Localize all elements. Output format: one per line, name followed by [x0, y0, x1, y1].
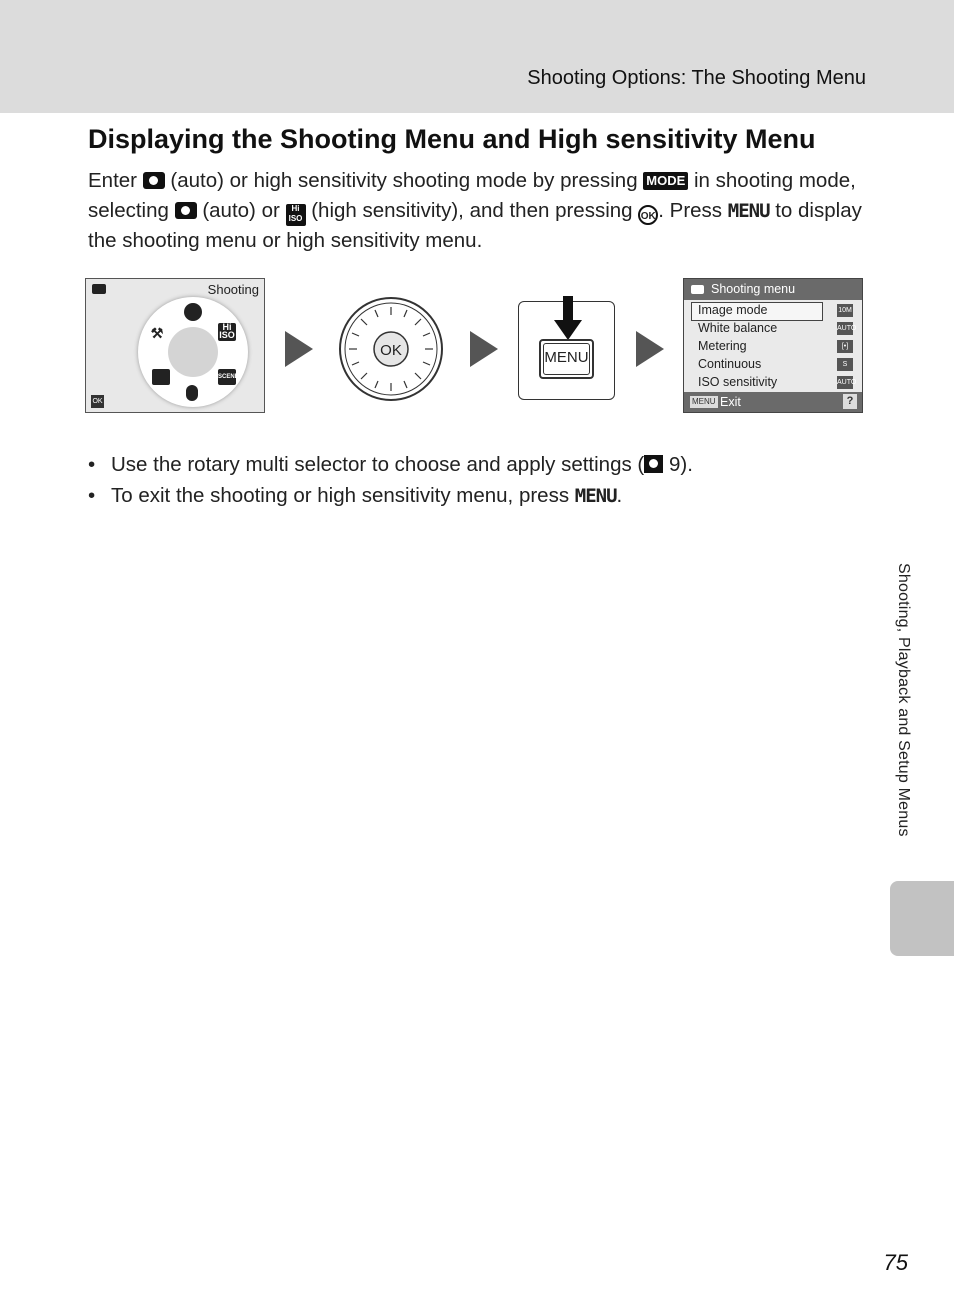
intro-text: (high sensitivity), and then pressing: [311, 199, 633, 222]
intro-text: Enter: [88, 169, 137, 192]
screen-label: Shooting: [207, 282, 259, 297]
metering-icon: [•]: [837, 340, 853, 353]
mode-button-icon: MODE: [643, 172, 688, 190]
ok-key-icon: OK: [91, 395, 104, 408]
ok-button-icon: OK: [638, 205, 658, 225]
page-reference: 9).: [668, 453, 693, 476]
press-down-arrow-icon: [554, 296, 582, 342]
mode-wheel: [138, 297, 248, 407]
menu-item-iso-sensitivity: ISO sensitivity: [698, 375, 778, 389]
reference-icon: [644, 455, 663, 473]
section-title: Shooting Options: The Shooting Menu: [527, 67, 866, 89]
camera-icon: [143, 172, 165, 189]
menu-item-continuous: Continuous: [698, 357, 762, 371]
arrow-right-icon: [470, 331, 498, 367]
scene-icon: SCENE: [218, 369, 236, 385]
camera-icon: [175, 202, 197, 219]
bullet-list: [88, 449, 868, 512]
image-mode-icon: 10M: [837, 304, 853, 317]
arrow-right-icon: [285, 331, 313, 367]
bullet-text: To exit the shooting or high sensitivity menu, press: [111, 484, 570, 507]
white-balance-icon: AUTO: [837, 322, 853, 335]
intro-text: (auto) or: [202, 199, 280, 222]
menu-item-metering: Metering: [698, 339, 747, 353]
header-band: [0, 0, 954, 113]
movie-icon: [152, 369, 170, 385]
wheel-center: [168, 327, 218, 377]
intro-text: . Press: [658, 199, 723, 222]
bullet-text: .: [616, 484, 623, 507]
page-title: Displaying the Shooting Menu and High sensitivity Menu: [88, 124, 816, 154]
menu-header: [684, 279, 862, 300]
menu-button-icon: MENU: [727, 200, 770, 222]
setup-icon: ⚒: [150, 325, 164, 341]
high-sensitivity-icon: Hi ISO: [219, 322, 235, 340]
menu-item-image-mode: Image mode: [698, 303, 768, 317]
menu-title: Shooting menu: [711, 282, 796, 296]
list-item: [88, 449, 868, 480]
rotary-multi-selector: [338, 296, 444, 402]
menu-button-icon: MENU: [574, 485, 617, 507]
menu-key-icon: MENU: [692, 397, 716, 406]
exit-label: Exit: [720, 395, 741, 409]
iso-sensitivity-icon: AUTO: [837, 376, 853, 389]
continuous-icon: S: [837, 358, 853, 371]
bullet-text: Use the rotary multi selector to choose and apply settings (: [111, 453, 645, 476]
list-item: [88, 480, 868, 512]
arrow-right-icon: [636, 331, 664, 367]
intro-text: in shooting mode, selecting: [88, 169, 856, 222]
menu-footer: [684, 392, 862, 412]
mode-selection-screen: [85, 278, 265, 413]
high-sensitivity-icon: Hi ISO: [286, 204, 306, 226]
shooting-menu-screen: [683, 278, 863, 413]
intro-paragraph: [88, 166, 878, 256]
voice-recording-icon: [186, 385, 198, 401]
section-tab: [890, 881, 954, 956]
menu-key: MENU: [539, 339, 594, 379]
help-icon: ?: [843, 394, 857, 409]
ok-label: OK: [380, 342, 402, 359]
side-tab-label: Shooting, Playback and Setup Menus: [895, 563, 912, 837]
auto-mode-icon: [184, 303, 202, 321]
intro-text: to display the shooting menu or high sensitivity menu.: [88, 199, 862, 252]
page-number: 75: [883, 1250, 908, 1275]
intro-text: (auto) or high sensitivity shooting mode by pressing: [170, 169, 638, 192]
menu-button-panel: [518, 301, 615, 400]
camera-icon: [691, 285, 704, 294]
camera-icon: [92, 284, 106, 294]
menu-item-white-balance: White balance: [698, 321, 778, 335]
